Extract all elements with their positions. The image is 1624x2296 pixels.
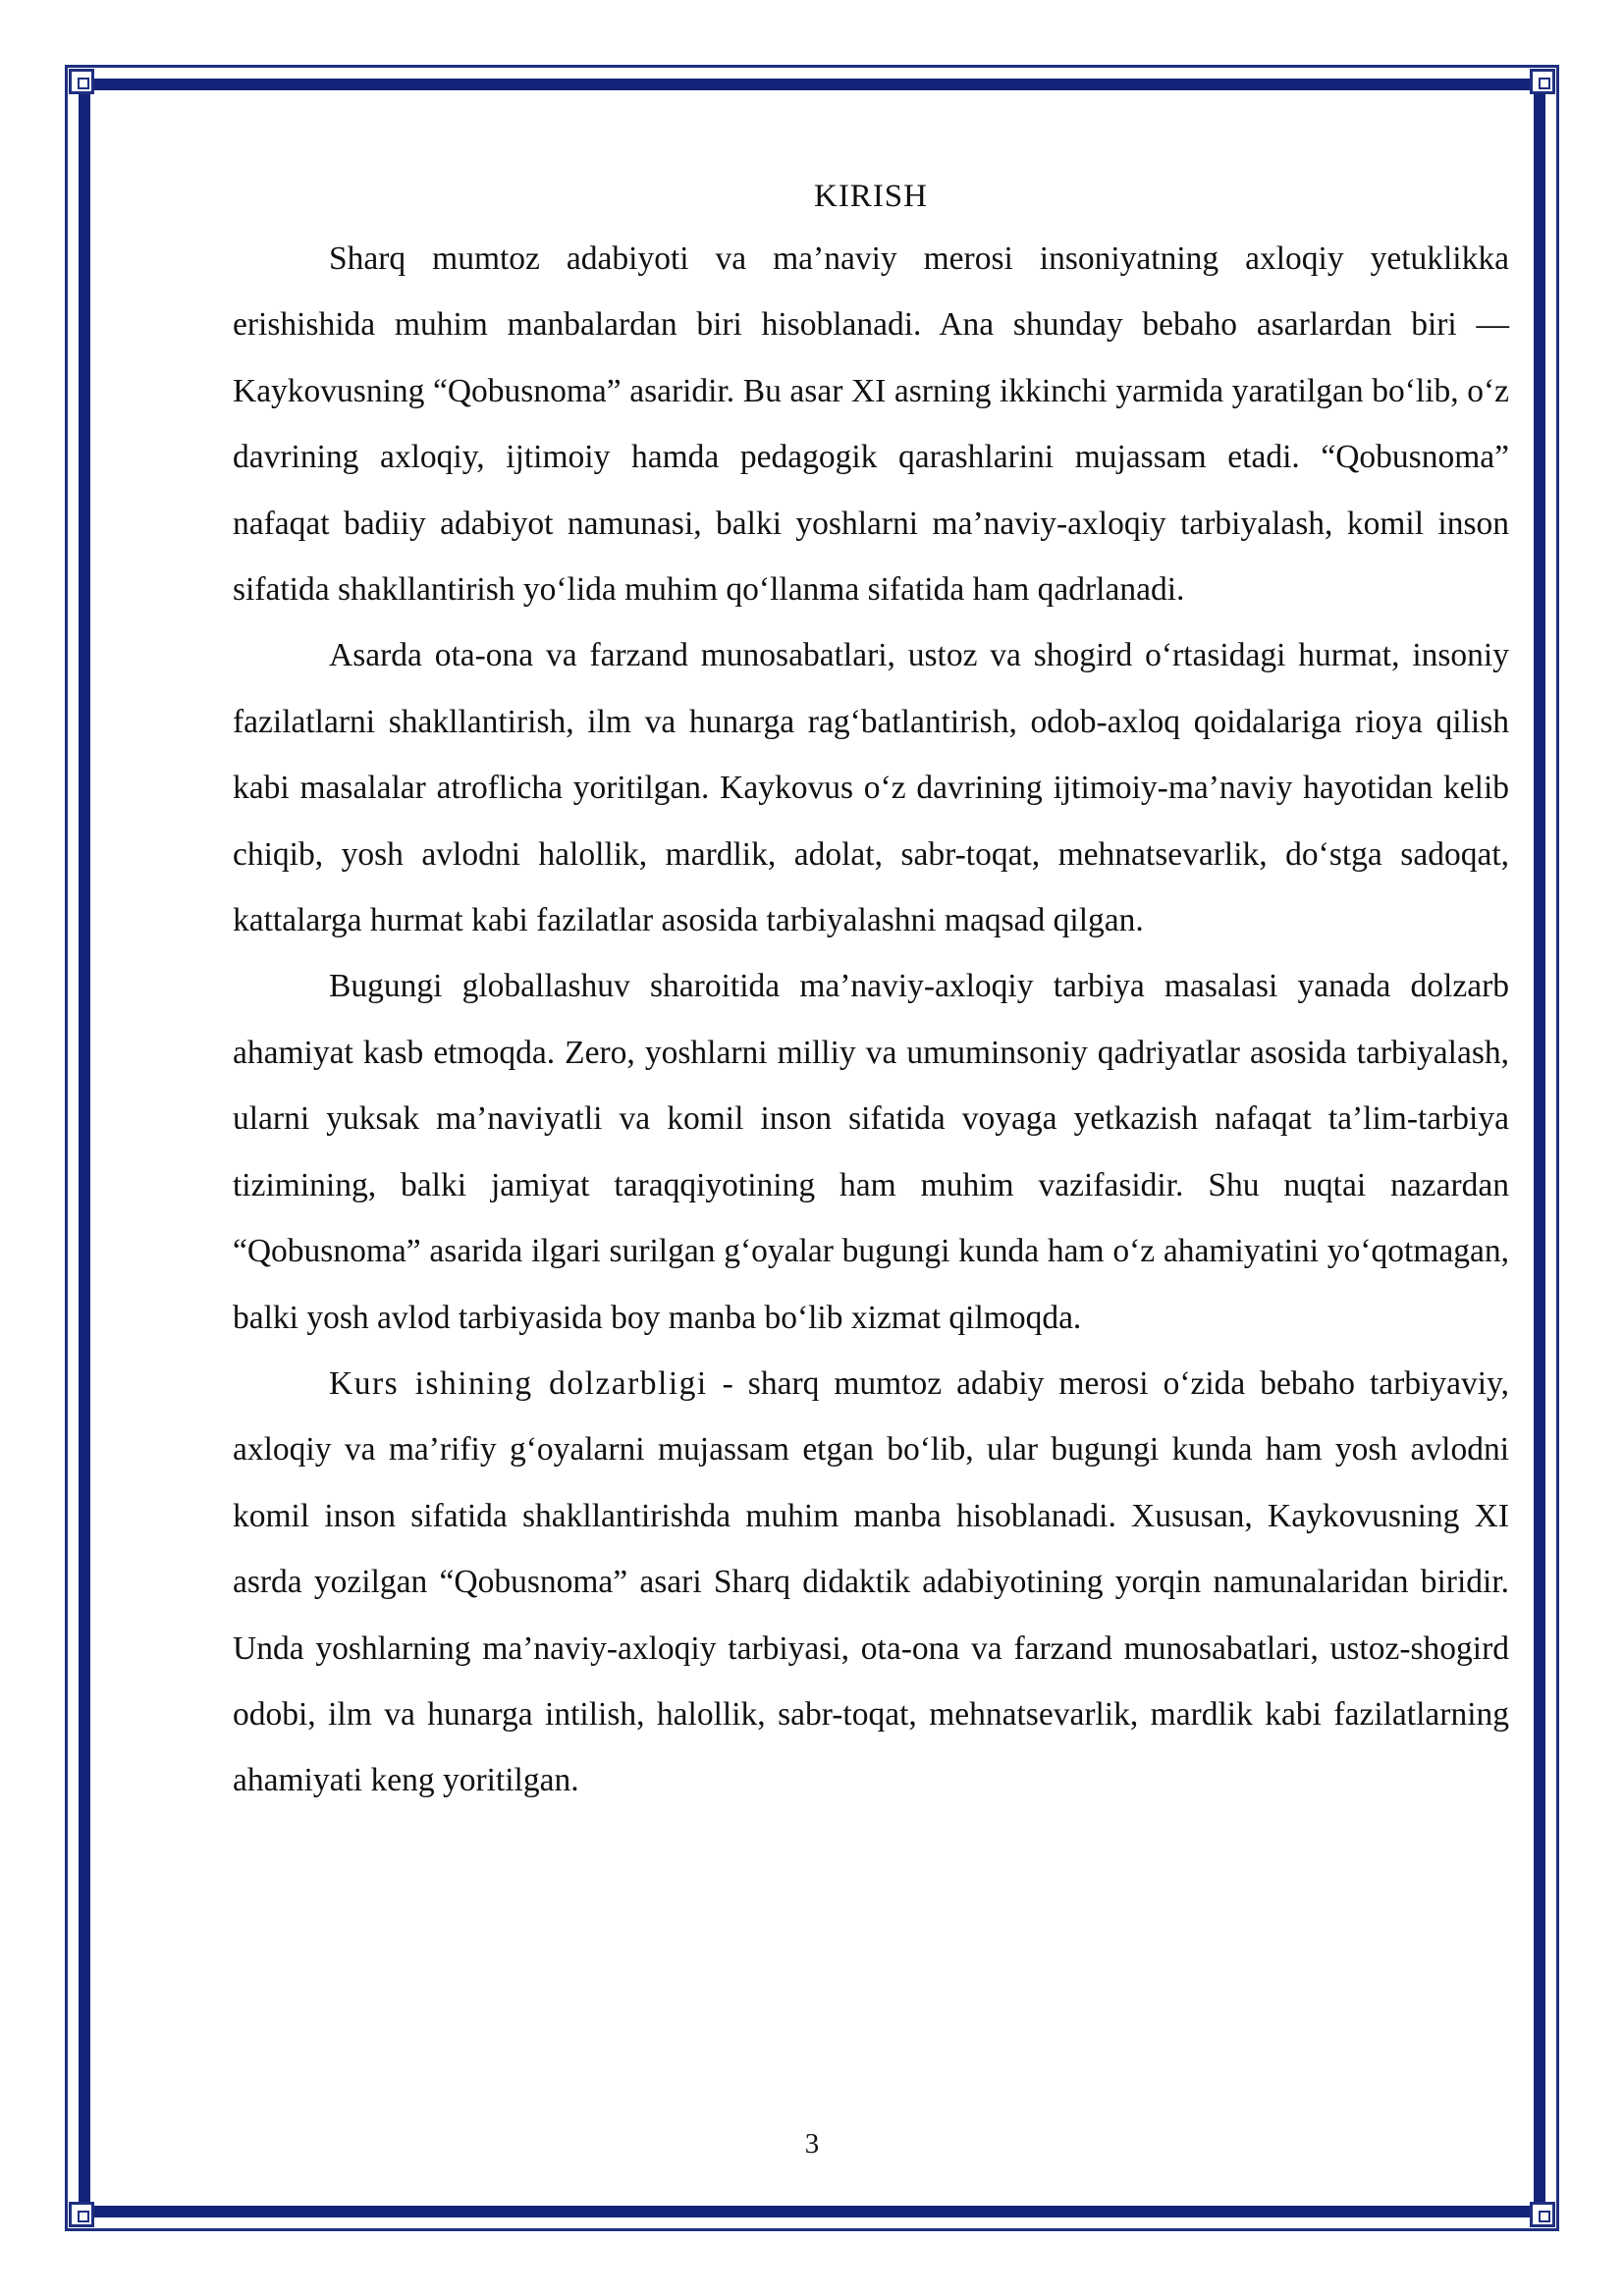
corner-ornament-bottom-left — [69, 2202, 94, 2227]
paragraph: Asarda ota-ona va farzand munosabatlari, ustoz va shogird o‘rtasidagi hurmat, insoniy fazilatlarni shakllantirish, ilm va hunarga rag‘batlantirish, odob-axloq qoidalariga rioya qilish kabi masalalar atroflicha yoritilgan. Kaykovus o‘z davrining ijtimoiy-ma’naviy hayotidan kelib chiqib, yosh avlodni halollik, mardlik, adolat, sabr-toqat, mehnatsevarlik, do‘stga sadoqat, kattalarga hurmat kabi fazilatlar asosida tarbiyalashni maqsad qilgan. — [233, 637, 1509, 939]
corner-ornament-top-right — [1530, 69, 1555, 94]
relevance-body: - sharq mumtoz adabiy merosi o‘zida bebaho tarbiyaviy, axloqiy va ma’rifiy g‘oyalarni mujassam etgan bo‘lib, ular bugungi kunda ham yosh avlodni komil inson sifatida shakllantirishda muhim manba hisoblanadi. Xususan, Kaykovusning XI asrda yozilgan “Qobusnoma” asari Sharq didaktik adabiyotining yorqin namunalaridan biridir. Unda yoshlarning ma’naviy-axloqiy tarbiyasi, ota-ona va farzand munosabatlari, ustoz-shogird odobi, ilm va hunarga intilish, halollik, sabr-toqat, mehnatsevarlik, mardlik kabi fazilatlarning ahamiyati keng yoritilgan. — [233, 1364, 1509, 1799]
relevance-lead: Kurs ishining dolzarbligi — [329, 1364, 708, 1402]
page-number: 3 — [804, 2128, 820, 2160]
corner-ornament-bottom-right — [1530, 2202, 1555, 2227]
paragraph: Sharq mumtoz adabiyoti va ma’naviy merosi insoniyatning axloqiy yetuklikka erishishida muhim manbalardan biri hisoblanadi. Ana shunday bebaho asarlardan biri — Kaykovusning “Qobusnoma” asaridir. Bu asar XI asrning ikkinchi yarmida yaratilgan bo‘lib, o‘z davrining axloqiy, ijtimoiy hamda pedagogik qarashlarini mujassam etadi. “Qobusnoma” nafaqat badiiy adabiyot namunasi, balki yoshlarni ma’naviy-axloqiy tarbiyalash, komil inson sifatida shakllantirish yo‘lida muhim qo‘llanma sifatida ham qadrlanadi. — [233, 240, 1509, 609]
paragraph: Bugungi globallashuv sharoitida ma’naviy-axloqiy tarbiya masalasi yanada dolzarb ahamiyat kasb etmoqda. Zero, yoshlarni milliy va umuminsoniy qadriyatlar asosida tarbiyalash, ularni yuksak ma’naviyatli va komil inson sifatida voyaga yetkazish nafaqat ta’lim-tarbiya tizimining, balki jamiyat taraqqiyotining ham muhim vazifasidir. Shu nuqtai nazardan “Qobusnoma” asarida ilgari surilgan g‘oyalar bugungi kunda ham o‘z ahamiyatini yo‘qotmagan, balki yosh avlod tarbiyasida boy manba bo‘lib xizmat qilmoqda. — [233, 968, 1509, 1336]
paragraph-relevance — [233, 1351, 1509, 1814]
document-body — [233, 173, 1509, 1814]
corner-ornament-top-left — [69, 69, 94, 94]
section-heading: KIRISH — [813, 179, 928, 214]
